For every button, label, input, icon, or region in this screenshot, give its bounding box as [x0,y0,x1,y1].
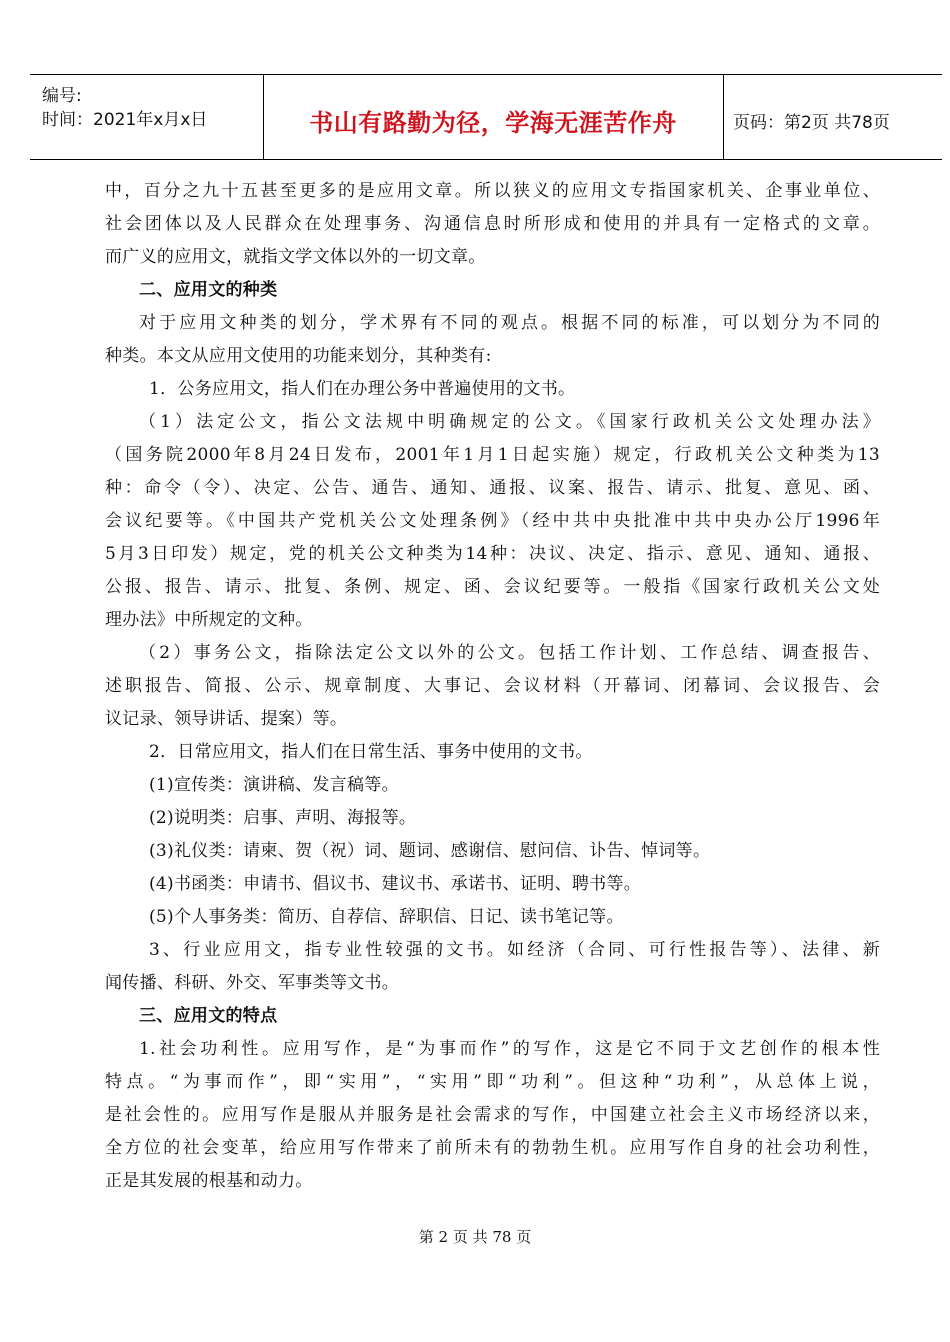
body-text-line: 3、行业应用文，指专业性较强的文书。如经济（合同、可行性报告等）、法律、新 [149,940,880,960]
header-motto-cell [263,75,724,159]
header-motto: 书山有路勤为径，学海无涯苦作舟 [309,109,677,137]
body-text-line: 特点。“为事而作”，即“实用”，“实用”即“功利”。但这种“功利”，从总体上说， [105,1072,880,1092]
page-header [30,74,942,160]
body-text-line: 5月3日印发）规定，党的机关公文种类为14种：决议、决定、指示、意见、通知、通报、 [105,544,880,564]
header-meta-cell [30,75,264,159]
document-body [105,175,880,1198]
body-text-line: 闻传播、科研、外交、军事类等文书。 [105,973,400,993]
body-text-line: 而广义的应用文，就指文学文体以外的一切文章。 [105,247,486,267]
body-text-line: （2）事务公文，指除法定公文以外的公文。包括工作计划、工作总结、调查报告、 [139,643,880,663]
body-text-line: 是社会性的。应用写作是服从并服务是社会需求的写作，中国建立社会主义市场经济以来， [105,1105,880,1125]
body-text-line: 种类。本文从应用文使用的功能来划分，其种类有: [105,346,492,366]
body-text-line: 1．公务应用文，指人们在办理公务中普遍使用的文书。 [149,379,576,399]
page-footer: 第 2 页 共 78 页 [418,1228,532,1246]
body-text-line: 公报、报告、请示、批复、条例、规定、函、会议纪要等。一般指《国家行政机关公文处 [105,577,880,597]
body-text-line: 全方位的社会变革，给应用写作带来了前所未有的勃勃生机。应用写作自身的社会功利性， [105,1138,880,1158]
body-text-line: 社会团体以及人民群众在处理事务、沟通信息时所形成和使用的并具有一定格式的文章。 [105,214,880,234]
body-text-line: 述职报告、简报、公示、规章制度、大事记、会议材料（开幕词、闭幕词、会议报告、会 [105,676,880,696]
body-text-line: 会议纪要等。《中国共产党机关公文处理条例》（经中共中央批准中共中央办公厅1996年 [105,511,880,531]
body-text-line: （国务院2000年8月24日发布，2001年1月1日起实施）规定，行政机关公文种类为13 [105,445,880,465]
body-text-line: 中，百分之九十五甚至更多的是应用文章。所以狭义的应用文专指国家机关、企事业单位、 [105,181,880,201]
section-heading: 二、应用文的种类 [139,280,278,300]
body-text-line: 2．日常应用文，指人们在日常生活、事务中使用的文书。 [149,742,593,762]
body-text-line: 种：命令（令）、决定、公告、通告、通知、通报、议案、报告、请示、批复、意见、函、 [105,478,880,498]
body-text-line: （1）法定公文，指公文法规中明确规定的公文。《国家行政机关公文处理办法》 [139,412,880,432]
body-text-line: 正是其发展的根基和动力。 [105,1171,313,1191]
body-text-line: (4)书函类：申请书、倡议书、建议书、承诺书、证明、聘书等。 [149,874,642,894]
body-text-line: (1)宣传类：演讲稿、发言稿等。 [149,775,399,795]
body-text-line: 议记录、领导讲话、提案）等。 [105,709,348,729]
header-page-number: 页码：第2页 共78页 [733,113,890,133]
document-time-label: 时间：2021年x月x日 [42,110,208,130]
section-heading: 三、应用文的特点 [139,1006,278,1026]
body-text-line: 理办法》中所规定的文种。 [105,610,313,630]
header-page-cell [723,75,942,159]
body-text-line: (3)礼仪类：请柬、贺（祝）词、题词、感谢信、慰问信、讣告、悼词等。 [149,841,711,861]
body-text-line: 1.社会功利性。应用写作，是“为事而作”的写作，这是它不同于文艺创作的根本性 [139,1039,880,1059]
body-text-line: 对于应用文种类的划分，学术界有不同的观点。根据不同的标准，可以划分为不同的 [139,313,880,333]
body-text-line: (2)说明类：启事、声明、海报等。 [149,808,417,828]
body-text-line: (5)个人事务类：简历、自荐信、辞职信、日记、读书笔记等。 [149,907,624,927]
document-number-label: 编号: [42,86,82,106]
